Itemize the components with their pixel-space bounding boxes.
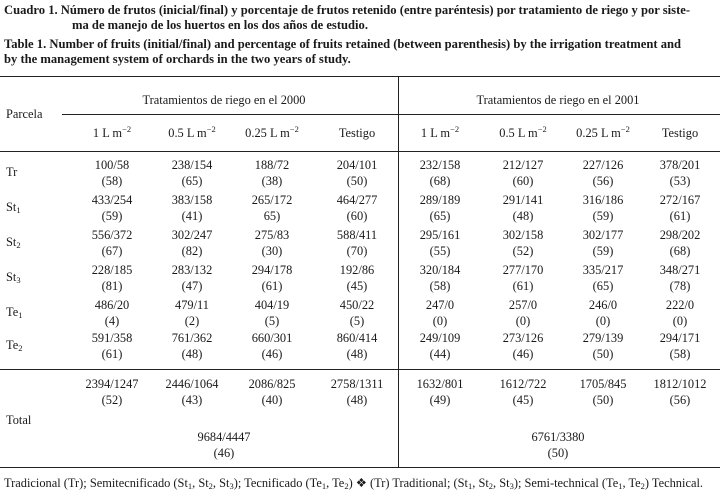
table-cell: 588/411 (70)	[336, 228, 378, 258]
table-cell: 294/178 (61)	[251, 263, 293, 293]
caption-spanish	[4, 3, 716, 33]
treatment-header-1: 1 L $m^{-2}$	[92, 124, 132, 140]
group-divider	[398, 76, 399, 467]
group-2000-rule	[62, 114, 398, 115]
treatment-header-4: Testigo	[338, 126, 376, 140]
table-cell: 228/185 (81)	[91, 263, 133, 293]
table-cell: 275/83 (30)	[254, 228, 290, 258]
row-label: $Te_2$	[6, 338, 23, 353]
treatment-header-5: 1 L $m^{-2}$	[420, 124, 460, 140]
table-cell: 289/189 (65)	[419, 193, 461, 223]
table-cell: 761/362 (48)	[171, 331, 213, 361]
header-bottom-rule	[0, 151, 720, 152]
table-cell: 265/172 65)	[251, 193, 293, 223]
table-cell: 272/167 (61)	[659, 193, 701, 223]
caption-text-es-2: ma de manejo de los huertos en los dos años de estudio.	[72, 18, 368, 32]
table-cell: 302/247 (82)	[171, 228, 213, 258]
table-cell: 450/22 (5)	[339, 298, 375, 328]
table-cell: 227/126 (56)	[582, 158, 624, 188]
row-label: $St_1$	[6, 200, 21, 215]
caption-text-es-1: Número de frutos (inicial/final) y porcentaje de frutos retenido (entre paréntesis) por tratamiento de riego y por siste-	[57, 3, 691, 17]
caption-lead-en: Table 1.	[4, 37, 47, 51]
treatment-header-8: Testigo	[661, 126, 699, 140]
total-cell: 1812/1012 (56)	[653, 377, 707, 407]
treatment-header-2: 0.5 L $m^{-2}$	[168, 124, 216, 140]
table-cell: 249/109 (44)	[419, 331, 461, 361]
table-cell: 479/11 (2)	[175, 298, 209, 328]
table-cell: 316/186 (59)	[582, 193, 624, 223]
table-cell: 247/0 (0)	[425, 298, 455, 328]
table-cell: 383/158 (41)	[171, 193, 213, 223]
total-cell: 2086/825 (40)	[248, 377, 296, 407]
table-cell: 204/101 (50)	[336, 158, 378, 188]
table-cell: 232/158 (68)	[419, 158, 461, 188]
treatment-header-7: 0.25 L $m^{-2}$	[576, 124, 630, 140]
row-label: $Te_1$	[6, 305, 23, 320]
table-cell: 188/72 (38)	[254, 158, 290, 188]
table-cell: 279/139 (50)	[582, 331, 624, 361]
table-cell: 291/141 (48)	[502, 193, 544, 223]
treatment-header-6: 0.5 L $m^{-2}$	[499, 124, 547, 140]
treatment-header-3: 0.25 L $m^{-2}$	[245, 124, 299, 140]
table-cell: 192/86 (45)	[339, 263, 375, 293]
table-cell: 295/161 (55)	[419, 228, 461, 258]
table-cell: 273/126 (46)	[502, 331, 544, 361]
table-cell: 302/177 (59)	[582, 228, 624, 258]
table-cell: 320/184 (58)	[419, 263, 461, 293]
table-cell: 212/127 (60)	[502, 158, 544, 188]
row-label: $St_2$	[6, 235, 21, 250]
table-cell: 556/372 (67)	[91, 228, 133, 258]
total-cell: 1612/722 (45)	[499, 377, 547, 407]
table-cell: 257/0 (0)	[508, 298, 538, 328]
caption-text-en-1: Number of fruits (initial/final) and percentage of fruits retained (between parenthesis) by the irrigation treatment and	[46, 37, 682, 51]
table-cell: 660/301 (46)	[251, 331, 293, 361]
total-cell: 2446/1064 (43)	[165, 377, 219, 407]
table-cell: 348/271 (78)	[659, 263, 701, 293]
table-cell: 335/217 (65)	[582, 263, 624, 293]
group-header-2000: Tratamientos de riego en el 2000	[142, 93, 306, 107]
total-label: Total	[6, 413, 32, 427]
caption-lead-es: Cuadro 1.	[4, 3, 58, 17]
caption-english	[4, 37, 716, 67]
table-cell: 378/201 (53)	[659, 158, 701, 188]
table-cell: 302/158 (52)	[502, 228, 544, 258]
table-cell: 433/254 (59)	[91, 193, 133, 223]
total-cell: 1705/845 (50)	[579, 377, 627, 407]
table-cell: 222/0 (0)	[665, 298, 695, 328]
table-cell: 486/20 (4)	[94, 298, 130, 328]
table-cell: 591/358 (61)	[91, 331, 133, 361]
grand-total-2001: 6761/3380 (50)	[531, 430, 585, 460]
table-top-rule	[0, 76, 720, 77]
table-cell: 246/0 (0)	[588, 298, 618, 328]
total-cell: 1632/801 (49)	[416, 377, 464, 407]
caption-text-en-2: by the management system of orchards in the two years of study.	[4, 52, 351, 66]
table-cell: 404/19 (5)	[254, 298, 290, 328]
grand-total-2000: 9684/4447 (46)	[197, 430, 251, 460]
table-cell: 298/202 (68)	[659, 228, 701, 258]
parcela-header: Parcela	[6, 107, 43, 121]
table-cell: 464/277 (60)	[336, 193, 378, 223]
table-cell: 238/154 (65)	[171, 158, 213, 188]
total-cell: 2758/1311 (48)	[330, 377, 384, 407]
group-header-2001: Tratamientos de riego en el 2001	[476, 93, 640, 107]
table-cell: 100/58 (58)	[94, 158, 130, 188]
group-2001-rule	[399, 114, 720, 115]
total-cell: 2394/1247 (52)	[85, 377, 139, 407]
body-bottom-rule	[0, 369, 720, 370]
row-label: Tr	[6, 165, 18, 179]
table-cell: 860/414 (48)	[336, 331, 378, 361]
table-cell: 283/132 (47)	[171, 263, 213, 293]
table-cell: 294/171 (58)	[659, 331, 701, 361]
table-bottom-rule	[0, 467, 720, 468]
table-footnote: Tradicional (Tr); Semitecnificado ($St_1$, $St_2$, $St_3$); Tecnificado ($Te_1$, $Te_2$) ❖ (Tr) Traditional; ($St_1$, $St_2$, $St_3$); Semi-technical ($Te_1$, $Te_2$) Technical.	[4, 476, 703, 491]
table-cell: 277/170 (61)	[502, 263, 544, 293]
row-label: $St_3$	[6, 270, 21, 285]
